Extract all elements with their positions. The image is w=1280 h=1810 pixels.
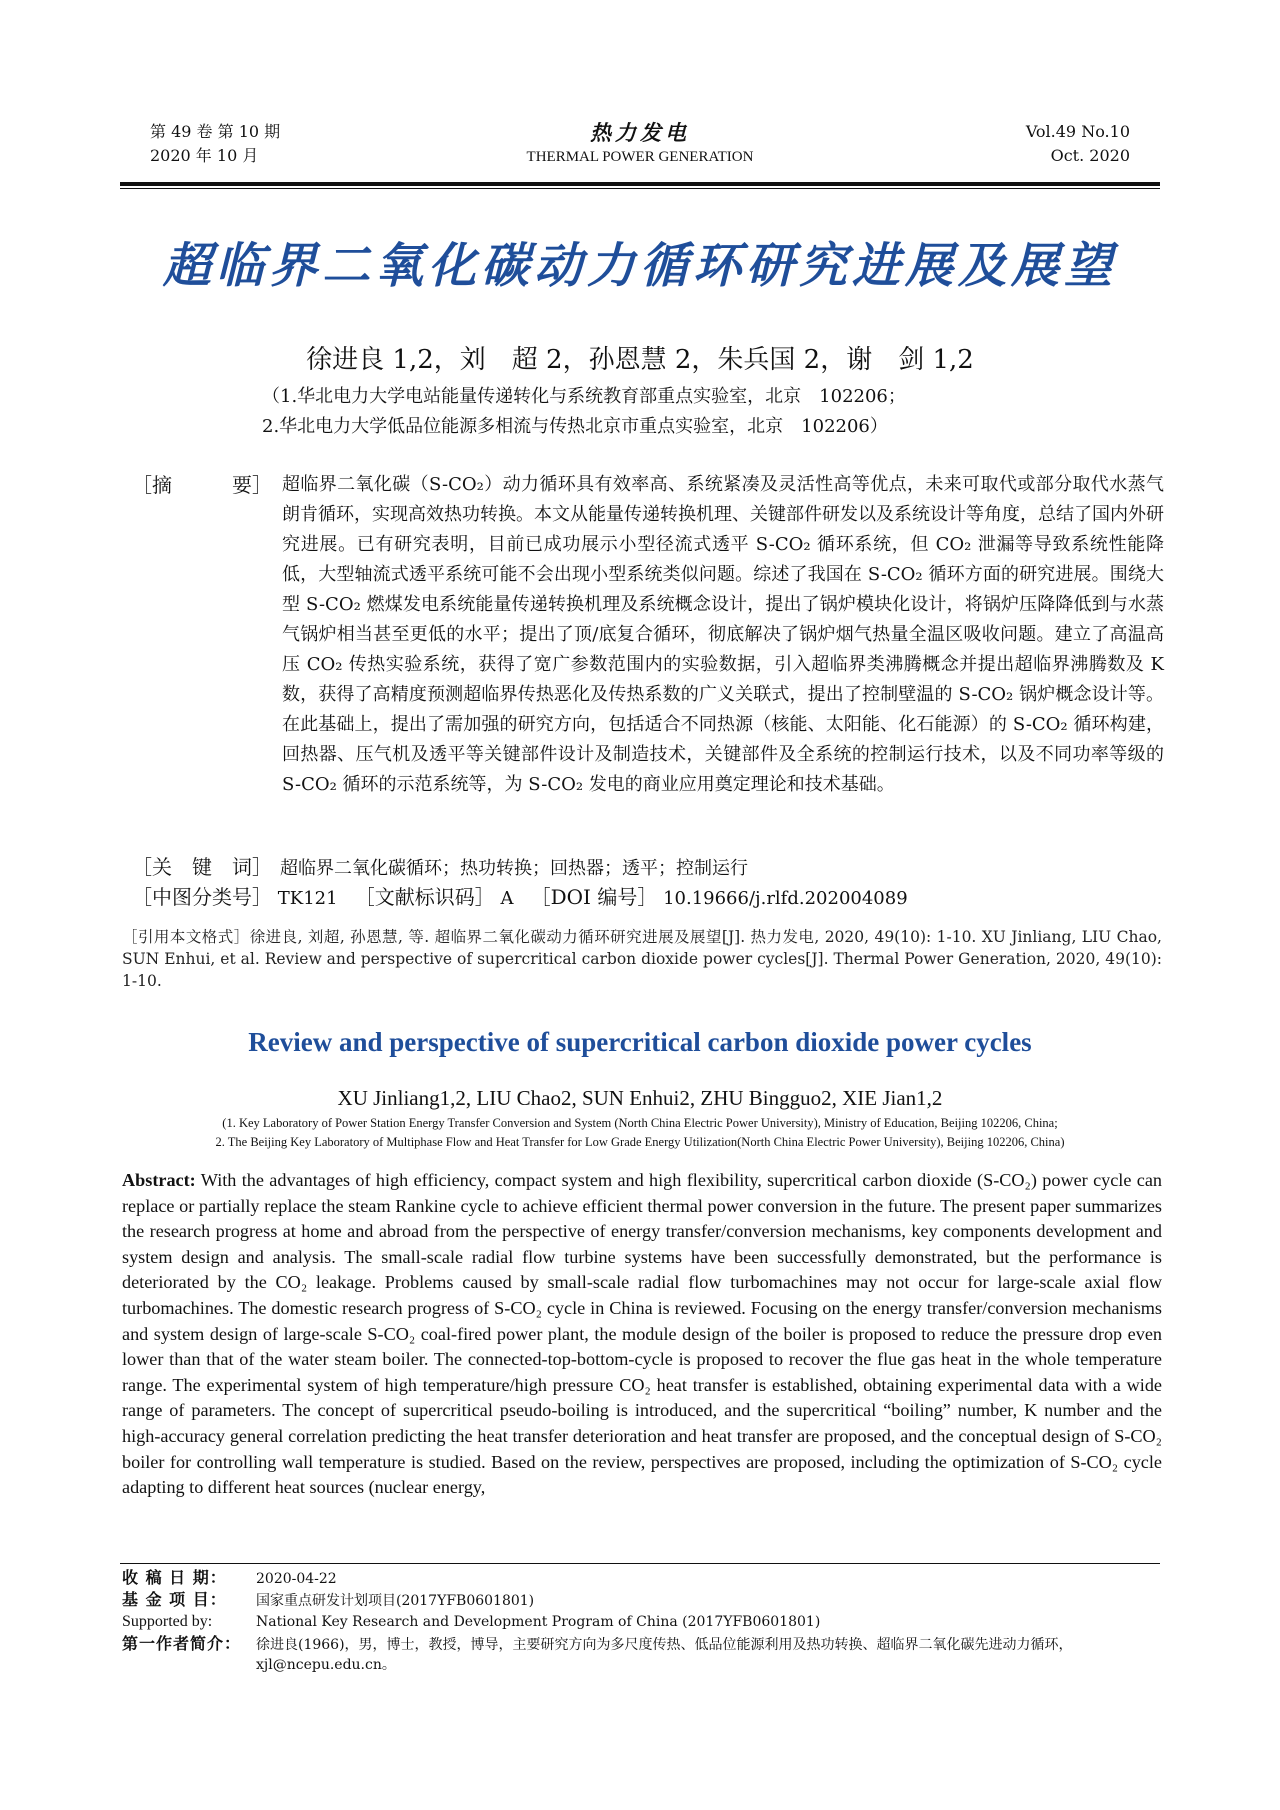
footnote-first-author — [122, 1634, 1162, 1675]
footnote-received — [122, 1568, 1162, 1589]
citation-block — [122, 926, 1162, 992]
header-rule-thick — [120, 182, 1160, 186]
received-label: 收 稿 日 期： — [122, 1568, 227, 1587]
affiliation-en-2: 2. The Beijing Key Laboratory of Multiphase Flow and Heat Transfer for Low Grade Energy Utilization(North China Electric Power University), Beijing 102206, China) — [215, 1135, 1065, 1149]
citation-label: ［引用本文格式］ — [122, 928, 250, 946]
doi-value: 10.19666/j.rlfd.202004089 — [663, 888, 908, 909]
citation-en: XU Jinliang, LIU Chao, SUN Enhui, et al. Review and perspective of supercritical carbon dioxide power cycles[J]. Thermal Power Generation, 2020, 49(10): 1-10. — [122, 928, 1162, 990]
citation-cn: 徐进良, 刘超, 孙恩慧, 等. 超临界二氧化碳动力循环研究进展及展望[J]. 热力发电, 2020, 49(10): 1-10. — [249, 928, 977, 946]
volume-issue-en: Vol.49 No.10 — [1025, 122, 1130, 141]
first-author-email: xjl@ncepu.edu.cn。 — [256, 1657, 396, 1673]
abstract-cn — [132, 470, 1164, 800]
keywords-cn — [132, 852, 1164, 884]
clc-value: TK121 — [277, 888, 338, 909]
classification-line — [132, 882, 1164, 914]
date-cn: 2020 年 10 月 — [150, 146, 259, 165]
doc-code-value: A — [500, 888, 514, 909]
affiliation-en-1: (1. Key Laboratory of Power Station Energy Transfer Conversion and System (North China Electric Power University), Ministry of Education, Beijing 102206, China; — [222, 1116, 1058, 1130]
issue-info-cn — [150, 120, 280, 168]
header-rule-thin — [120, 188, 1160, 189]
journal-header — [120, 120, 1160, 182]
journal-name — [460, 120, 820, 168]
abstract-en-text: With the advantages of high efficiency, compact system and high flexibility, supercritical carbon dioxide (S-CO₂) power cycle can replace or partially replace the steam Rankine cycle to achieve efficient thermal power conversion in the future. The present paper summarizes the research progress at home and abroad from the perspective of energy transfer/conversion mechanisms, key components development and system design and analysis. The small-scale radial flow turbine systems have been successfully demonstrated, but the performance is deteriorated by the CO₂ leakage. Problems caused by small-scale radial flow turbomachines may not occur for large-scale axial flow turbomachines. The domestic research progress of S-CO₂ cycle in China is reviewed. Focusing on the energy transfer/conversion mechanisms and system design of large-scale S-CO₂ coal-fired power plant, the module design of the boiler is proposed to reduce the pressure drop even lower than that of the water steam boiler. The connected-top-bottom-cycle is proposed to recover the flue gas heat in the whole temperature range. The experimental system of high temperature/high pressure CO₂ heat transfer is established, obtaining experimental data with a wide range of parameters. The concept of supercritical pseudo-boiling is introduced, and the supercritical “boiling” number, K number and the high-accuracy general correlation predicting the heat transfer deterioration and heat transfer are proposed, and the conceptual design of S-CO₂ boiler for controlling wall temperature is studied. Based on the review, perspectives are proposed, including the optimization of S-CO₂ cycle adapting to different heat sources (nuclear energy, — [122, 1170, 1163, 1498]
authors-en: XU Jinliang1,2, LIU Chao2, SUN Enhui2, ZHU Bingguo2, XIE Jian1,2 — [337, 1086, 943, 1110]
footnote-fund — [122, 1590, 1162, 1611]
received-value: 2020-04-22 — [256, 1571, 337, 1587]
clc-label: ［中图分类号］ — [132, 885, 272, 909]
journal-name-en: THERMAL POWER GENERATION — [526, 149, 754, 165]
paper-title-en: Review and perspective of supercritical carbon dioxide power cycles — [248, 1027, 1032, 1057]
first-author-label: 第一作者简介： — [122, 1634, 242, 1653]
keywords-cn-label: ［关 键 词］ — [132, 855, 272, 879]
keywords-cn-text: 超临界二氧化碳循环；热功转换；回热器；透平；控制运行 — [280, 858, 748, 879]
abstract-en — [122, 1168, 1162, 1501]
affiliation-cn-1: （1.华北电力大学电站能量传递转化与系统教育部重点实验室，北京 102206； — [262, 386, 906, 407]
affiliation-cn-2: 2.华北电力大学低品位能源多相流与传热北京市重点实验室，北京 102206） — [262, 416, 888, 437]
affiliations-en — [120, 1114, 1160, 1152]
fund-label: 基 金 项 目： — [122, 1590, 227, 1609]
doc-code-label: ［文献标识码］ — [354, 885, 495, 909]
supported-label: Supported by: — [122, 1613, 213, 1630]
doi-label: ［DOI 编号］ — [530, 885, 658, 909]
affiliations-cn — [262, 382, 1162, 442]
footnote-supported — [122, 1612, 1162, 1632]
abstract-cn-label: ［摘 要］ — [132, 473, 272, 497]
supported-value: National Key Research and Development Program of China (2017YFB0601801) — [256, 1614, 821, 1630]
paper-title-cn: 超临界二氧化碳动力循环研究进展及展望 — [162, 238, 1117, 294]
first-author-value: 徐进良(1966)，男，博士，教授，博导，主要研究方向为多尺度传热、低品位能源利用及热功转换、超临界二氧化碳先进动力循环， — [256, 1637, 1073, 1653]
abstract-en-label: Abstract: — [122, 1170, 196, 1190]
date-en: Oct. 2020 — [1050, 146, 1130, 165]
volume-issue-cn: 第 49 卷 第 10 期 — [150, 122, 281, 141]
authors-cn: 徐进良 1,2，刘 超 2，孙恩慧 2，朱兵国 2，谢 剑 1,2 — [306, 345, 974, 375]
journal-name-cn: 热力发电 — [590, 120, 690, 145]
abstract-cn-text: 超临界二氧化碳（S-CO₂）动力循环具有效率高、系统紧凑及灵活性高等优点，未来可取代或部分取代水蒸气朗肯循环，实现高效热功转换。本文从能量传递转换机理、关键部件研发以及系统设计等角度，总结了国内外研究进展。已有研究表明，目前已成功展示小型径流式透平 S-CO₂ 循环系统，但 CO₂ 泄漏等导致系统性能降低，大型轴流式透平系统可能不会出现小型系统类似问题。综述了我国在 S-CO₂ 循环方面的研究进展。围绕大型 S-CO₂ 燃煤发电系统能量传递转换机理及系统概念设计，提出了锅炉模块化设计，将锅炉压降降低到与水蒸气锅炉相当甚至更低的水平；提出了顶/底复合循环，彻底解决了锅炉烟气热量全温区吸收问题。建立了高温高压 CO₂ 传热实验系统，获得了宽广参数范围内的实验数据，引入超临界类沸腾概念并提出超临界沸腾数及 K 数，获得了高精度预测超临界传热恶化及传热系数的广义关联式，提出了控制壁温的 S-CO₂ 锅炉概念设计等。在此基础上，提出了需加强的研究方向，包括适合不同热源（核能、太阳能、化石能源）的 S-CO₂ 循环构建，回热器、压气机及透平等关键部件设计及制造技术，关键部件及全系统的控制运行技术，以及不同功率等级的 S-CO₂ 循环的示范系统等，为 S-CO₂ 发电的商业应用奠定理论和技术基础。 — [282, 474, 1164, 795]
issue-info-en — [1026, 120, 1130, 168]
footnote-rule — [120, 1563, 1160, 1564]
fund-value: 国家重点研发计划项目(2017YFB0601801) — [256, 1593, 535, 1609]
